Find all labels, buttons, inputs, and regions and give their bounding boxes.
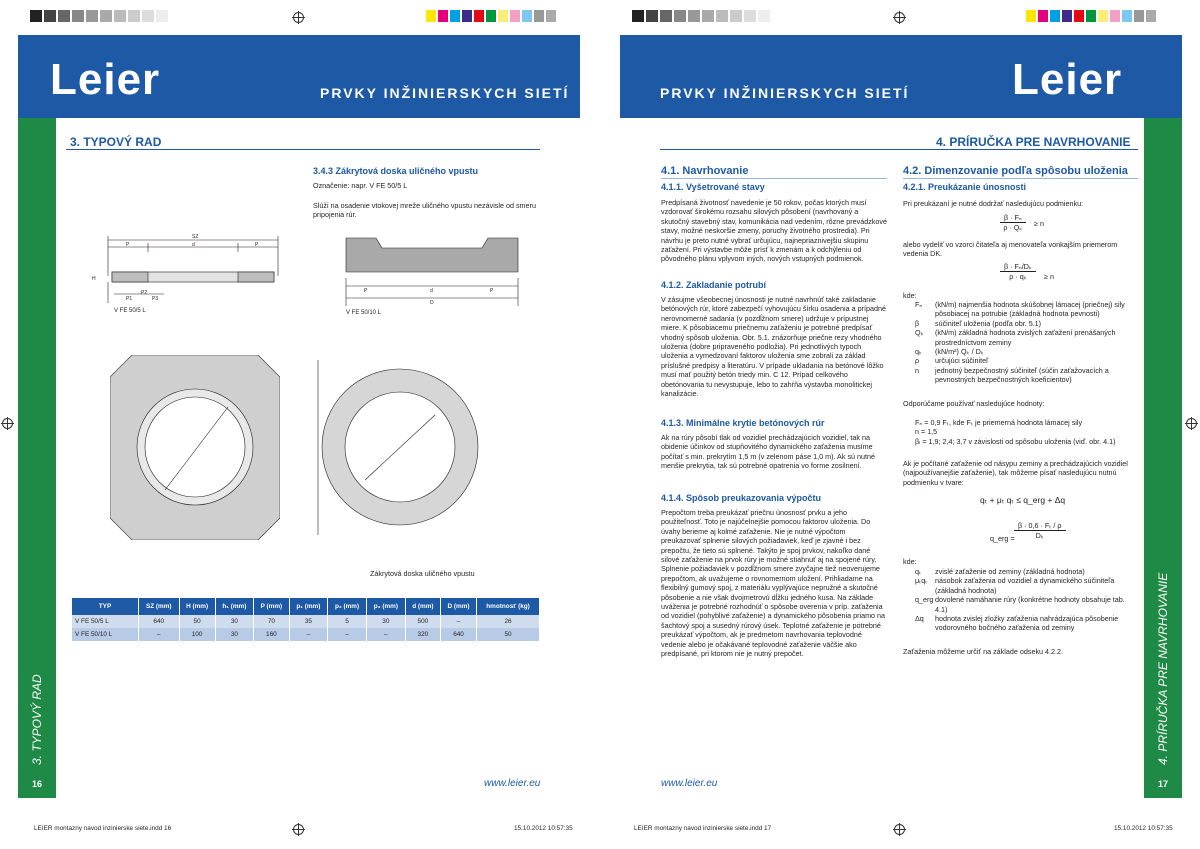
- col-header: p₂ (mm): [328, 598, 367, 615]
- table-cell: 50: [179, 615, 215, 628]
- def-symbol: Fₙ: [915, 300, 923, 309]
- registration-mark-icon: [894, 12, 905, 23]
- table-cell: 100: [179, 628, 215, 641]
- h-4-2: 4.2. Dimenzovanie podľa spôsobu uloženia: [903, 165, 1128, 177]
- table-cell: 160: [254, 628, 290, 641]
- def-row: [915, 614, 1138, 633]
- plan-view-round: [310, 355, 480, 540]
- dim2-D: D: [430, 300, 434, 306]
- def-text: jednotný bezpečnostný súčiniteľ (súčin zaťažovacích a pevnostných bezpečnostných koeficientov): [935, 365, 1109, 385]
- def-symbol: qₖ: [915, 347, 923, 357]
- formula-3: qₜ + μₜ qₜ ≤ q_erg + Δq: [980, 495, 1066, 505]
- def-row: [915, 567, 1138, 576]
- def-text: určujúci súčiniteľ: [935, 356, 989, 366]
- formula-1-num: β · Fₙ: [1000, 213, 1026, 223]
- dim-p3: P3: [152, 296, 159, 302]
- registration-mark-icon: [293, 824, 304, 835]
- dim-p-left: P: [126, 242, 130, 248]
- value-row: n = 1,5: [915, 427, 938, 437]
- col-header: h₁ (mm): [215, 598, 254, 615]
- table-cell: 70: [254, 615, 290, 628]
- drawing-v-fe-50-5: [88, 228, 303, 323]
- formula-2: [1000, 262, 1036, 282]
- table-cell: 640: [139, 615, 180, 628]
- h-4-1: 4.1. Navrhovanie: [661, 165, 749, 177]
- table-cell: 500: [405, 615, 440, 628]
- closing-text: Zaťaženia môžeme určiť na základe odseku 4.2.2.: [903, 647, 1064, 656]
- recommend-text: Odporúčame používať nasledujúce hodnoty:: [903, 399, 1045, 408]
- col-header: D (mm): [440, 598, 476, 615]
- where-label: kde:: [903, 291, 917, 300]
- right-web-link[interactable]: www.leier.eu: [661, 778, 718, 789]
- table-cell: 30: [215, 628, 254, 641]
- table-row: [72, 628, 540, 641]
- right-section-title: 4. PRÍRUČKA PRE NAVRHOVANIE: [936, 135, 1131, 149]
- right-vertical-label: 4. PRÍRUČKA PRE NAVRHOVANIE: [1156, 572, 1170, 765]
- table-cell: –: [289, 628, 328, 641]
- value-row: βₗ = 1,9; 2,4; 3,7 v závislosti od spôsobu uloženia (viď. obr. 4.1): [915, 436, 1116, 446]
- def-symbol: Qₖ: [915, 328, 924, 338]
- registration-mark-icon: [894, 824, 905, 835]
- values-list: [915, 418, 1138, 446]
- def-row: [915, 300, 1138, 319]
- dim2-p-right: P: [490, 288, 494, 294]
- registration-mark-icon: [2, 418, 13, 429]
- plan-view-square: [110, 355, 280, 540]
- table-cell: –: [139, 628, 180, 641]
- drawing-v-fe-50-10: [338, 228, 538, 323]
- table-cell: –: [366, 628, 405, 641]
- left-footer-date: 15.10.2012 10:57:35: [514, 825, 573, 832]
- def-symbol: ρ: [915, 356, 920, 366]
- def-symbol: q_erg: [915, 595, 934, 605]
- where-label-2: kde:: [903, 557, 917, 566]
- right-footer-date: 15.10.2012 10:57:35: [1114, 825, 1173, 832]
- col-header: p₁ (mm): [289, 598, 328, 615]
- formula-4-lhs: q_erg =: [990, 534, 1015, 543]
- formula-1-rhs: ≥ n: [1034, 219, 1044, 228]
- def-text: súčiniteľ uloženia (podľa obr. 5.1): [935, 318, 1042, 328]
- right-header-title: PRVKY INŽINIERSKYCH SIETÍ: [660, 85, 910, 101]
- right-page-number: 17: [1144, 776, 1182, 792]
- col-header: d (mm): [405, 598, 440, 615]
- formula-1-den: ρ · Qₖ: [1003, 223, 1023, 233]
- leier-logo: Leier: [50, 55, 161, 104]
- left-web-link[interactable]: www.leier.eu: [484, 778, 541, 789]
- h-4-1-1: 4.1.1. Vyšetrované stavy: [661, 182, 765, 192]
- def-text: hodnota zvislej zložky zaťaženia nahrádzajúca pôsobenie vodorovného bočného zaťaženia od zeminy: [935, 614, 1119, 633]
- leier-logo: Leier: [1012, 55, 1123, 104]
- alt-text: alebo vydeliť vo vzorci čitateľa aj menovateľa vonkajším priemerom vedenia DK.: [903, 240, 1118, 259]
- p-4-1-2: V zásujme všeobecnej únosnosti je nutné navrhnúť také zakladanie betónových rúr, ktoré zabezpečí vyhovujúcu šírku osadenia a prípadné nerovnomerné sadania (v pozdĺžnom smere) udržuje v prípustnej miere. K pôsobiacemu priečnemu zaťaženiu je potrebné predpísať vhodný spôsob uloženia. Obr. 5.1. znázorňuje priečne rezy vhodného uloženia (dobre pripraveného podložia). Pri jednotlivých typoch uloženia a vymedzovaní faktorov uloženia sme zobrali za základ príslušné predpisy a literatúru. V prípade ukladania na betónové lôžko musí mať použitý betón triedy min. C 12. Prípad celkového obetónovania tu nevystupuje, lebo to zahŕňa výstavba monolitickej kanalizácie.: [661, 295, 886, 399]
- definitions-list-2: [915, 567, 1138, 633]
- table-cell: 30: [366, 615, 405, 628]
- table-cell: 5: [328, 615, 367, 628]
- left-vertical-label: 3. TYPOVÝ RAD: [30, 674, 44, 765]
- table-cell: V FE 50/5 L: [72, 615, 139, 628]
- def-row: [915, 347, 1138, 356]
- formula-1: [1000, 213, 1026, 233]
- left-page: [18, 0, 580, 849]
- left-footer-file: LEIER montazny navod inzinierske siete.indd 16: [34, 825, 172, 832]
- product-purpose: Slúži na osadenie vtokovej mreže uličného vpustu nezávisle od smeru pripojenia rúr.: [313, 201, 536, 220]
- definitions-list: [915, 300, 1138, 385]
- formula-4-num: β · 0,6 · Fₜ / ρ: [1014, 521, 1066, 531]
- def-symbol: n: [915, 365, 919, 375]
- def-symbol: β: [915, 318, 920, 328]
- h-4-1-3: 4.1.3. Minimálne krytie betónových rúr: [661, 418, 825, 428]
- p-4-1-4: Prepočtom treba preukázať priečnu únosnosť prvku a jeho použiteľnosť. Toto je najúčelnejšie pomocou faktorov uloženia. Do úvahy berieme aj kolmé zaťaženie. Nie je nutné výpočtom preukazovať splnenie silových požiadaviek, keď je zjavné i bez prepočtu, že tieto sú splnené. Takýto je spoj prvkov, nakoľko dané silové zaťaženie na prvok rúry je možné stiahnuť aj na spojené rúry. Splnenie požiadaviek v pozdĺžnom smere zvyčajne tiež neoverujeme prepočtom, ak uvažujeme o rovnomernom uložení. Prihliadame na flexibilný gumový spoj, z materiálu vyplývajúce nepružné a skutočné pôsobenie a nie však dvojmetrovú dĺžku jedného kusa. Na základe uváženia je potrebné rozhodnúť o spôsobe overenia v príp. zaťaženia od vozidiel (pohyblivé zaťaženie) a dynamického pôsobenia priamo na šachtový spoj a susedný rúrový úsek. Teplotné zaťaženie je potrebné preukázať výpočtom, ak je predmetom navrhovania teplovodné vedenie alebo je očakávané teplovodné zaťaženie väčšie ako predpísané, pri ktorom nie je nutný prepočet.: [661, 508, 886, 659]
- h-4-2-1: 4.2.1. Preukázanie únosnosti: [903, 182, 1027, 192]
- def-symbol: qₜ: [915, 567, 922, 576]
- def-symbol: μₜqₜ: [915, 576, 928, 586]
- col-header: P (mm): [254, 598, 290, 615]
- def-row: [915, 366, 1138, 385]
- dim-p2: P2: [141, 290, 148, 296]
- def-row: [915, 319, 1138, 328]
- p-4-1-3: Ak na rúry pôsobí tlak od vozidiel prechádzajúcich vozidiel, tak na obidenie účinkov od stupňovitého dynamického zaťaženia musíme počítať s min. prekrytím 1,5 m (v zelenom páse 1,0 m). Ak sú nutné menšie prekrytia, tak sú potrebné opatrenia vo forme zosilnení.: [661, 433, 876, 471]
- def-text: (kN/m²) Qₖ / Dₖ: [935, 347, 984, 357]
- def-row: [915, 328, 1138, 347]
- def-text: násobok zaťaženia od vozidiel a dynamického súčiniteľa (základná hodnota): [935, 576, 1115, 595]
- table-cell: 35: [289, 615, 328, 628]
- registration-mark-icon: [293, 12, 304, 23]
- rule: [661, 178, 887, 179]
- col-header: TYP: [72, 598, 139, 615]
- formula-4-den: Dₖ: [1035, 531, 1044, 541]
- table-cell: 30: [215, 615, 254, 628]
- def-text: dovolené namáhanie rúry (konkrétne hodnoty obsahuje tab. 4.1): [935, 595, 1125, 614]
- def-row: [915, 576, 1138, 595]
- table-cell: 640: [440, 628, 476, 641]
- formula-2-num: β · Fₙ/Dₖ: [1000, 262, 1036, 272]
- load-paragraph: Ak je počítané zaťaženie od násypu zeminy a prechádzajúcich vozidiel (najpoužívanejšie zaťaženie), tak môžeme písať nasledujúcu nutnú podmienku v tvare:: [903, 459, 1128, 487]
- table-cell: –: [328, 628, 367, 641]
- left-page-number: 16: [18, 776, 56, 792]
- dim2-d: d: [430, 288, 433, 294]
- rule: [903, 178, 1138, 179]
- table-cell: 320: [405, 628, 440, 641]
- right-footer-file: LEIER montazny navod inzinierske siete.indd 17: [634, 825, 772, 832]
- dim-sz: SZ: [192, 234, 199, 240]
- right-section-rule: [660, 149, 1138, 150]
- product-designation: Označenie: napr. V FE 50/5 L: [313, 181, 408, 190]
- table-cell: 50: [477, 628, 540, 641]
- figure-caption: Zákrytová doska uličného vpustu: [370, 569, 475, 578]
- drawing1-name: V FE 50/5 L: [114, 308, 146, 314]
- table-row: [72, 615, 540, 628]
- dim-p-right: P: [255, 242, 259, 248]
- formula-4: [1014, 521, 1066, 541]
- left-section-rule: [66, 149, 540, 150]
- def-row: [915, 356, 1138, 365]
- table-cell: 26: [477, 615, 540, 628]
- value-row: Fₙ = 0,9 Fₜ, kde Fₜ je priemerná hodnota lámacej sily: [915, 418, 1083, 427]
- dim-d: d: [192, 242, 195, 248]
- product-table: [72, 598, 540, 641]
- p-4-1-1: Predpísaná životnosť navedenie je 50 rokov, počas ktorých musí vzdorovať širokému rozsahu silových pôsobení (navrhovaný a skutočný stavebný stav, komunikácia nad vedením, rôzne prevádzkové stavy, možné neskoršie zmeny, poruchy životného prostredia). Pri návrhu je preto nutné vybrať určujúcu, najnepriaznivejšiu skupinu zaťažení. Pri výstavbe môže prísť k zmenám a k odchýleniu od pôvodného plánu vplyvom iných, nových vstupných podmienok.: [661, 198, 887, 264]
- table-cell: –: [440, 615, 476, 628]
- col-header: H (mm): [179, 598, 215, 615]
- dim2-p-left: P: [364, 288, 368, 294]
- intro-text: Pri preukázaní je nutné dodržať nasledujúcu podmienku:: [903, 199, 1084, 208]
- def-row: [915, 595, 1138, 614]
- def-text: (kN/m) základná hodnota zvislých zaťažení prenášaných prostredníctvom zeminy: [935, 328, 1116, 347]
- formula-2-rhs: ≥ n: [1044, 272, 1054, 281]
- h-4-1-4: 4.1.4. Spôsob preukazovania výpočtu: [661, 493, 822, 503]
- h-4-1-2: 4.1.2. Zakladanie potrubí: [661, 280, 767, 290]
- def-text: (kN/m) najmenšia hodnota skúšobnej lámacej (priečnej) sily pôsobiacej na potrubie (základná hodnota pevnosti): [935, 300, 1125, 319]
- left-header-title: PRVKY INŽINIERSKYCH SIETÍ: [320, 85, 570, 101]
- formula-2-den: ρ · qₖ: [1009, 272, 1027, 282]
- left-section-title: 3. TYPOVÝ RAD: [70, 135, 162, 149]
- col-header: hmotnosť (kg): [477, 598, 540, 615]
- drawing2-name: V FE 50/10 L: [346, 310, 382, 316]
- table-cell: V FE 50/10 L: [72, 628, 139, 641]
- product-heading: 3.4.3 Zákrytová doska uličného vpustu: [313, 166, 479, 176]
- dim-h: H: [92, 276, 96, 282]
- dim-p1: P1: [126, 296, 133, 302]
- def-text: zvislé zaťaženie od zeminy (základná hodnota): [935, 567, 1085, 576]
- def-symbol: Δq: [915, 614, 924, 624]
- col-header: SZ (mm): [139, 598, 180, 615]
- table-header-row: [72, 598, 540, 615]
- col-header: p₃ (mm): [366, 598, 405, 615]
- registration-mark-icon: [1186, 418, 1197, 429]
